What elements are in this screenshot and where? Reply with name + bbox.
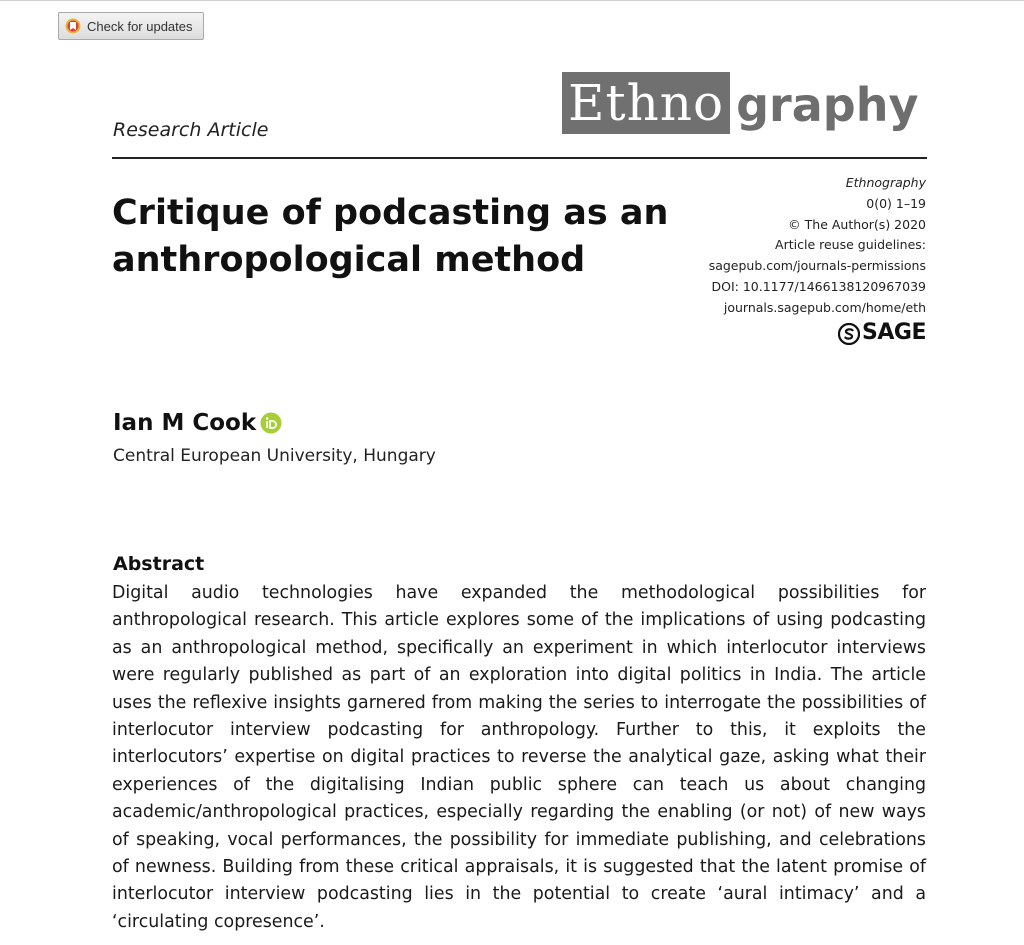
header-divider — [112, 157, 927, 159]
article-type: Research Article — [113, 119, 269, 141]
author-name: Ian M Cook — [113, 410, 257, 436]
abstract-text: Digital audio technologies have expanded the methodological possibilities for anthropological research. This article explores some of the implications of using podcasting as an anthropological method, specifically an experiment in which interlocutor interviews were regularly published as part of an exploration into digital politics in India. The article uses the reflexive insights garnered from making the series to interrogate the possibilities of interlocutor interview podcasting for anthropology. Further to this, it exploits the interlocutors’ expertise on digital practices to reverse the analytical gaze, asking what their experiences of the digitalising Indian public sphere can teach us about changing academic/anthropological practices, especially regarding the enabling (or not) of new ways of speaking, vocal performances, the possibility for immediate publishing, and celebrations of newness. Building from these critical appraisals, it is suggested that the latent promise of interlocutor interview podcasting lies in the potential to create ‘aural intimacy’ and a ‘circulating copresence’. — [112, 583, 926, 932]
sage-logo-icon — [838, 323, 860, 345]
meta-home-link[interactable]: journals.sagepub.com/home/eth — [723, 299, 926, 315]
meta-permissions-link[interactable]: sagepub.com/journals-permissions — [708, 258, 926, 274]
orcid-icon[interactable] — [260, 412, 282, 434]
publisher-logo — [709, 320, 926, 346]
check-for-updates-label: Check for updates — [87, 18, 193, 34]
meta-pages: 0(0) 1–19 — [866, 195, 926, 211]
publisher-name: SAGE — [862, 320, 926, 346]
meta-copyright: © The Author(s) 2020 — [788, 216, 926, 232]
article-title: Critique of podcasting as an anthropological method — [112, 193, 669, 280]
journal-logo — [562, 72, 932, 134]
journal-logo-box: Ethno — [562, 72, 730, 134]
top-border — [0, 0, 1024, 1]
meta-journal: Ethnography — [845, 175, 926, 190]
article-metadata — [709, 173, 926, 345]
author-affiliation: Central European University, Hungary — [113, 446, 436, 466]
meta-doi[interactable]: DOI: 10.1177/1466138120967039 — [711, 278, 926, 294]
check-for-updates-badge-icon — [65, 18, 81, 34]
abstract-heading: Abstract — [113, 553, 205, 575]
check-for-updates-button[interactable] — [58, 12, 204, 40]
meta-reuse: Article reuse guidelines: — [775, 237, 926, 253]
author-line — [113, 410, 282, 436]
journal-logo-rest: graphy — [736, 78, 919, 132]
